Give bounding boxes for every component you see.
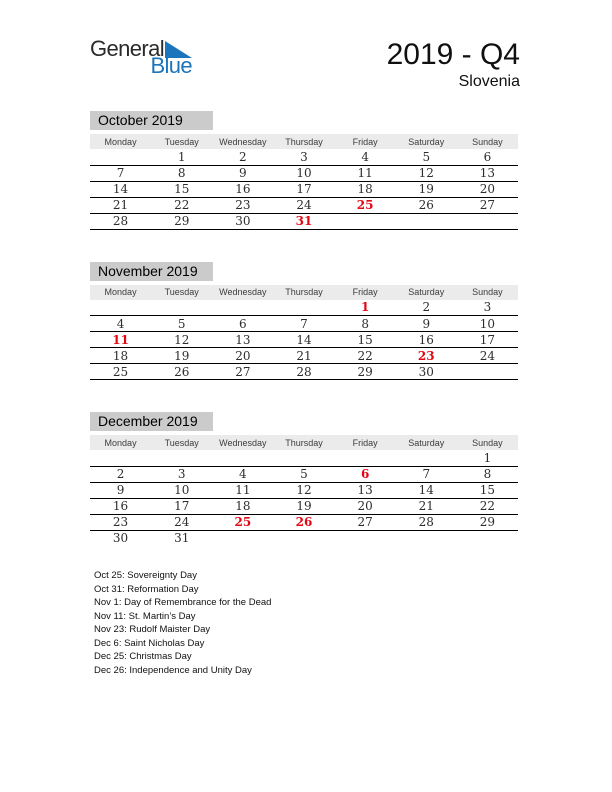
day-cell: 15 (151, 181, 212, 197)
day-cell: 20 (457, 181, 518, 197)
day-cell: 7 (396, 466, 457, 482)
day-cell: 24 (457, 348, 518, 364)
day-cell: 17 (151, 498, 212, 514)
day-cell: 6 (457, 149, 518, 165)
day-cell: 24 (151, 514, 212, 530)
holiday-entry: Dec 25: Christmas Day (94, 651, 192, 662)
weekday-header: Sunday (457, 134, 518, 149)
week-row (90, 149, 518, 165)
weekday-header: Thursday (273, 435, 334, 450)
week-row (90, 181, 518, 197)
day-cell: 5 (151, 316, 212, 332)
day-cell: 3 (151, 466, 212, 482)
day-cell: 2 (396, 300, 457, 316)
title-block (387, 38, 520, 91)
day-cell: 24 (273, 197, 334, 213)
weekday-header: Saturday (396, 435, 457, 450)
day-cell: 11 (335, 165, 396, 181)
weekday-header: Tuesday (151, 285, 212, 300)
month-title-december: December 2019 (90, 412, 213, 431)
weekday-header: Tuesday (151, 435, 212, 450)
day-cell: 25 (335, 197, 396, 213)
weekday-header: Sunday (457, 285, 518, 300)
day-cell: 7 (90, 165, 151, 181)
day-cell: 30 (112, 531, 129, 546)
day-cell: 11 (90, 332, 151, 348)
empty-day-cell (212, 450, 273, 466)
weekday-header: Friday (335, 134, 396, 149)
weekday-header: Wednesday (212, 285, 273, 300)
day-cell: 9 (212, 165, 273, 181)
month-section-december (90, 412, 520, 546)
day-cell: 19 (396, 181, 457, 197)
day-cell: 31 (174, 531, 190, 546)
day-cell: 12 (151, 332, 212, 348)
holiday-entry: Dec 26: Independence and Unity Day (94, 664, 252, 676)
day-cell: 16 (90, 498, 151, 514)
week-row (90, 530, 518, 546)
day-cell: 18 (335, 181, 396, 197)
weekday-header: Friday (335, 285, 396, 300)
day-cell: 25 (212, 514, 273, 530)
day-cell: 4 (90, 316, 151, 332)
day-cell: 29 (151, 213, 212, 229)
quarter-title: 2019 - Q4 (386, 38, 520, 71)
holiday-entry: Oct 25: Sovereignty Day (94, 570, 197, 581)
day-cell: 28 (273, 364, 334, 380)
weekday-header: Tuesday (151, 134, 212, 149)
empty-day-cell (457, 530, 518, 546)
day-cell: 2 (90, 466, 151, 482)
day-cell: 18 (212, 498, 273, 514)
calendar-table-december (90, 435, 518, 546)
calendar-table-november (90, 285, 518, 381)
empty-day-cell (396, 530, 457, 546)
day-cell: 15 (335, 332, 396, 348)
week-row (90, 498, 518, 514)
day-cell: 19 (151, 348, 212, 364)
day-cell: 8 (151, 165, 212, 181)
day-cell: 27 (212, 364, 273, 380)
day-cell: 1 (457, 450, 518, 466)
week-row (90, 165, 518, 181)
weekday-header: Saturday (396, 285, 457, 300)
day-cell: 12 (396, 165, 457, 181)
day-cell: 30 (396, 364, 457, 380)
empty-day-cell (212, 300, 273, 316)
week-row (90, 332, 518, 348)
empty-day-cell (90, 450, 151, 466)
holiday-entry: Nov 1: Day of Remembrance for the Dead (94, 597, 272, 608)
day-cell: 25 (90, 364, 151, 380)
day-cell: 10 (457, 316, 518, 332)
day-cell: 14 (273, 332, 334, 348)
weekday-header: Monday (90, 134, 151, 149)
day-cell: 9 (396, 316, 457, 332)
empty-day-cell (457, 364, 518, 380)
weekday-header: Sunday (457, 435, 518, 450)
day-cell: 27 (457, 197, 518, 213)
empty-day-cell (457, 213, 518, 229)
empty-day-cell (151, 450, 212, 466)
empty-day-cell (335, 450, 396, 466)
day-cell: 23 (90, 514, 151, 530)
logo-text-blue: Blue (150, 53, 193, 78)
page-header (90, 38, 520, 96)
holiday-entry: Nov 23: Rudolf Maister Day (94, 624, 211, 635)
empty-day-cell (396, 213, 457, 229)
weekday-header: Monday (90, 285, 151, 300)
day-cell: 4 (212, 466, 273, 482)
weekday-header: Friday (335, 435, 396, 450)
week-row (90, 482, 518, 498)
day-cell: 21 (396, 498, 457, 514)
day-cell: 21 (273, 348, 334, 364)
week-row (90, 348, 518, 364)
day-cell: 29 (335, 364, 396, 380)
day-cell: 26 (151, 364, 212, 380)
day-cell: 27 (335, 514, 396, 530)
empty-day-cell (273, 300, 334, 316)
day-cell: 26 (396, 197, 457, 213)
day-cell: 10 (273, 165, 334, 181)
holiday-list (90, 569, 520, 677)
day-cell: 5 (396, 149, 457, 165)
month-title-november: November 2019 (90, 262, 213, 281)
day-cell: 30 (212, 213, 273, 229)
weekday-header: Thursday (273, 134, 334, 149)
empty-day-cell (273, 450, 334, 466)
weekday-header-row (90, 285, 518, 300)
weekday-header: Monday (90, 435, 151, 450)
day-cell: 10 (151, 482, 212, 498)
day-cell: 26 (273, 514, 334, 530)
day-cell: 20 (212, 348, 273, 364)
holiday-entry: Dec 6: Saint Nicholas Day (94, 637, 205, 649)
general-blue-logo (90, 38, 192, 77)
day-cell: 8 (457, 466, 518, 482)
weekday-header-row (90, 134, 518, 149)
week-row (90, 316, 518, 332)
week-row (90, 364, 518, 380)
calendar-table-october (90, 134, 518, 230)
weekday-header: Wednesday (212, 435, 273, 450)
day-cell: 13 (335, 482, 396, 498)
day-cell: 9 (90, 482, 151, 498)
day-cell: 6 (212, 316, 273, 332)
day-cell: 1 (335, 300, 396, 316)
day-cell: 14 (396, 482, 457, 498)
weekday-header: Wednesday (212, 134, 273, 149)
day-cell: 4 (335, 149, 396, 165)
day-cell: 17 (457, 332, 518, 348)
day-cell: 11 (212, 482, 273, 498)
day-cell: 5 (273, 466, 334, 482)
week-row (90, 213, 518, 229)
weekday-header: Thursday (273, 285, 334, 300)
empty-day-cell (396, 450, 457, 466)
day-cell: 16 (212, 181, 273, 197)
week-row (90, 450, 518, 466)
day-cell: 21 (90, 197, 151, 213)
empty-day-cell (335, 213, 396, 229)
week-row (90, 197, 518, 213)
empty-day-cell (90, 300, 151, 316)
holiday-entry: Nov 11: St. Martin’s Day (94, 610, 196, 622)
week-row (90, 466, 518, 482)
day-cell: 13 (457, 165, 518, 181)
holiday-entry: Oct 31: Reformation Day (94, 583, 199, 595)
day-cell: 3 (457, 300, 518, 316)
day-cell: 31 (273, 213, 334, 229)
day-cell: 2 (212, 149, 273, 165)
week-row (90, 514, 518, 530)
day-cell: 23 (396, 348, 457, 364)
day-cell: 13 (212, 332, 273, 348)
logo-text-general: General (90, 36, 165, 61)
day-cell: 7 (273, 316, 334, 332)
day-cell: 18 (90, 348, 151, 364)
week-row (90, 300, 518, 316)
day-cell: 15 (457, 482, 518, 498)
day-cell: 20 (335, 498, 396, 514)
day-cell: 23 (212, 197, 273, 213)
empty-day-cell (90, 149, 151, 165)
day-cell: 28 (90, 213, 151, 229)
day-cell: 28 (396, 514, 457, 530)
day-cell: 19 (273, 498, 334, 514)
day-cell: 12 (273, 482, 334, 498)
day-cell: 29 (457, 514, 518, 530)
weekday-header: Saturday (396, 134, 457, 149)
day-cell: 1 (151, 149, 212, 165)
day-cell: 22 (335, 348, 396, 364)
day-cell: 8 (335, 316, 396, 332)
day-cell: 22 (457, 498, 518, 514)
empty-day-cell (212, 530, 273, 546)
weekday-header-row (90, 435, 518, 450)
month-section-october (90, 111, 520, 230)
empty-day-cell (151, 300, 212, 316)
month-title-october: October 2019 (90, 111, 213, 130)
country-subtitle: Slovenia (458, 73, 520, 90)
day-cell: 17 (273, 181, 334, 197)
empty-day-cell (335, 530, 396, 546)
day-cell: 16 (396, 332, 457, 348)
day-cell: 6 (335, 466, 396, 482)
day-cell: 14 (90, 181, 151, 197)
month-section-november (90, 262, 520, 381)
empty-day-cell (273, 530, 334, 546)
day-cell: 3 (273, 149, 334, 165)
day-cell: 22 (151, 197, 212, 213)
